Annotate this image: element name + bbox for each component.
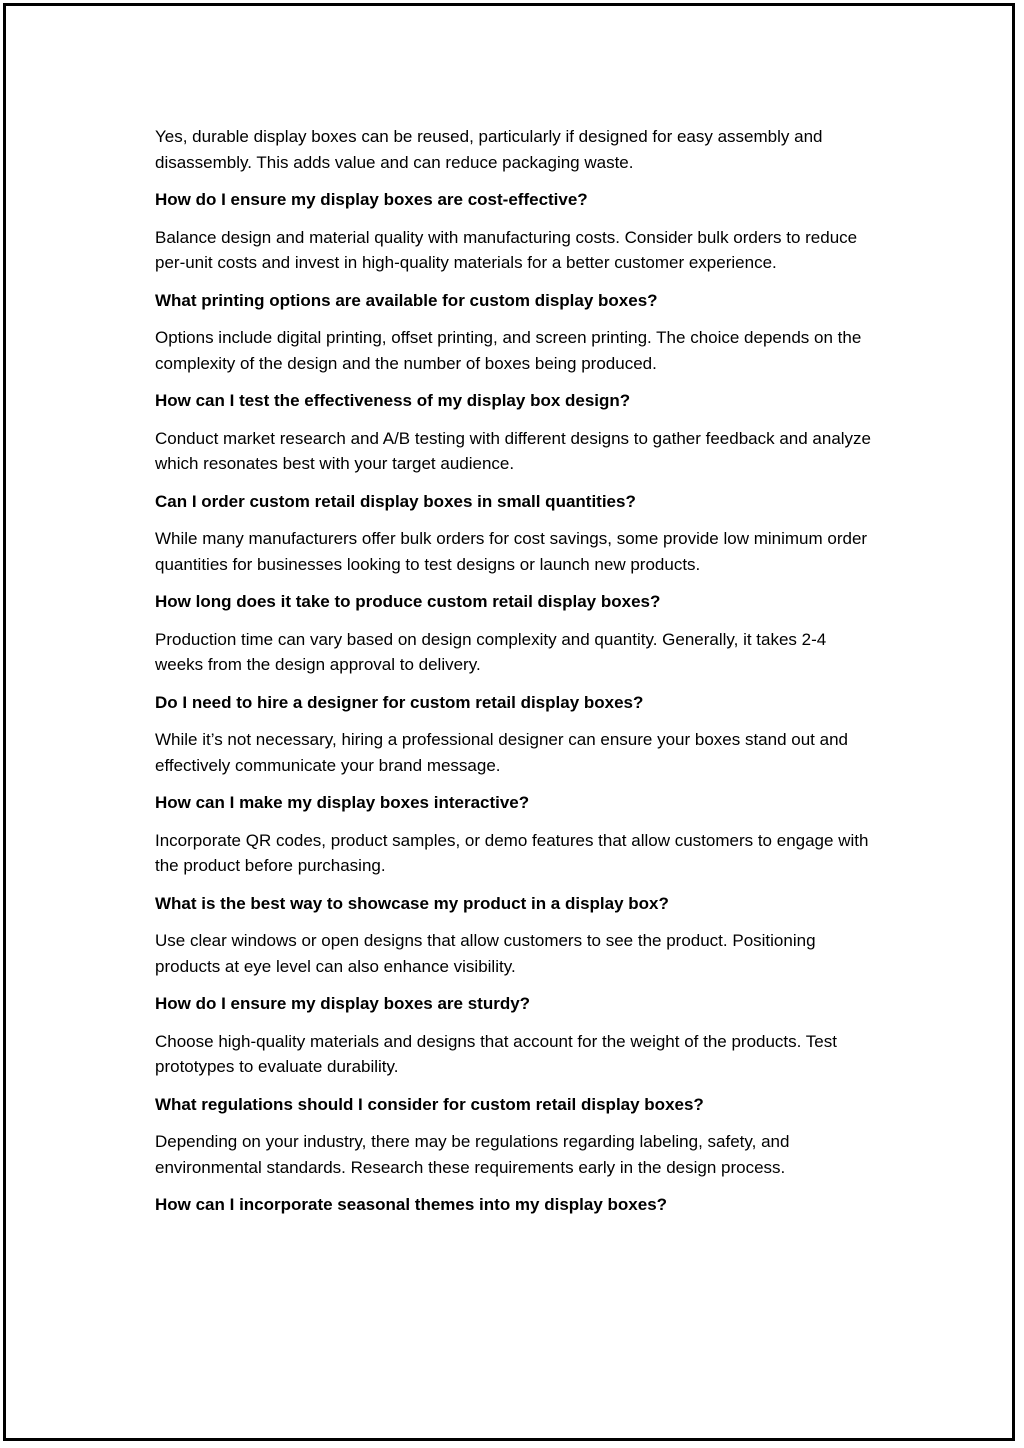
question-heading: What printing options are available for custom display boxes? bbox=[155, 290, 658, 310]
question-heading: Do I need to hire a designer for custom retail display boxes? bbox=[155, 692, 644, 712]
answer-paragraph: Choose high-quality materials and designs that account for the weight of the products. Test prototypes to evaluate durability. bbox=[155, 1031, 837, 1076]
answer-paragraph: Conduct market research and A/B testing with different designs to gather feedback and analyze which resonates best with your target audience. bbox=[155, 428, 872, 473]
answer-paragraph: Use clear windows or open designs that allow customers to see the product. Positioning products at eye level can also enhance visibility. bbox=[155, 931, 816, 976]
answer-paragraph: Production time can vary based on design complexity and quantity. Generally, it takes 2-4 weeks from the design approval to delivery. bbox=[155, 629, 827, 674]
question-heading: How long does it take to produce custom retail display boxes? bbox=[155, 592, 661, 611]
question-heading: How do I ensure my display boxes are cost-effective? bbox=[155, 190, 588, 209]
question-heading: What regulations should I consider for custom retail display boxes? bbox=[155, 1094, 704, 1114]
question-heading: How do I ensure my display boxes are sturdy? bbox=[155, 994, 531, 1013]
answer-paragraph: While many manufacturers offer bulk orders for cost savings, some provide low minimum order quantities for businesses looking to test designs or launch new products. bbox=[155, 529, 868, 574]
question-heading: Can I order custom retail display boxes in small quantities? bbox=[155, 491, 636, 511]
answer-paragraph: Options include digital printing, offset printing, and screen printing. The choice depends on the complexity of the design and the number of boxes being produced. bbox=[155, 328, 862, 373]
question-heading: What is the best way to showcase my product in a display box? bbox=[155, 893, 669, 913]
document-body bbox=[155, 124, 875, 1230]
answer-paragraph: Depending on your industry, there may be regulations regarding labeling, safety, and environmental standards. Research these requirements early in the design process. bbox=[155, 1132, 790, 1177]
answer-paragraph: While it’s not necessary, hiring a professional designer can ensure your boxes stand out and effectively communicate your brand message. bbox=[155, 730, 848, 775]
answer-paragraph: Incorporate QR codes, product samples, or demo features that allow customers to engage with the product before purchasing. bbox=[155, 830, 869, 875]
question-heading: How can I make my display boxes interactive? bbox=[155, 793, 530, 812]
answer-paragraph: Balance design and material quality with manufacturing costs. Consider bulk orders to reduce per-unit costs and invest in high-quality materials for a better customer experience. bbox=[155, 227, 858, 272]
question-heading: How can I test the effectiveness of my display box design? bbox=[155, 391, 631, 410]
answer-paragraph: Yes, durable display boxes can be reused, particularly if designed for easy assembly and disassembly. This adds value and can reduce packaging waste. bbox=[155, 127, 823, 172]
question-heading: How can I incorporate seasonal themes into my display boxes? bbox=[155, 1195, 668, 1214]
